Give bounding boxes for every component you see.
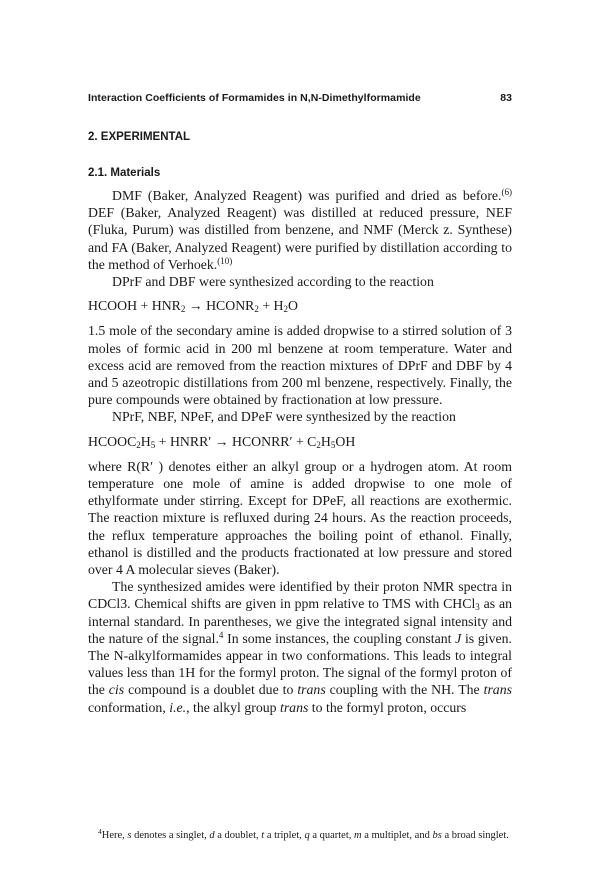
paragraph-nprf: NPrF, NBF, NPeF, and DPeF were synthesized by the reaction xyxy=(112,409,456,425)
paragraph-materials: DMF (Baker, Analyzed Reagent) was purified and dried as before.$^{(6)}$ DEF (Baker, Analyzed Reagent) was distilled at reduced pressure, NEF (Fluka, Purum) was distilled from benzene, and NMF (Merck z. Synthese) and FA (Baker, Analyzed Reagent) were purified by distillation according to the method of Verhoek.$^{(10)}$ xyxy=(88,187,512,272)
paragraph-nmr: The synthesized amides were identified by their proton NMR spectra in CDCl3. Chemical shifts are given in ppm relative to TMS with CHCl$_3$ as an internal standard. In parentheses, we give the integrated signal intensity and the nature of the signal.$^4$ In some instances, the coupling constant J is given. The N-alkylformamides appear in two conformations. This leads to integral values less than 1H for the formyl proton. The signal of the formyl proton of the cis compound is a doublet due to trans coupling with the NH. The trans conformation, i.e., the alkyl group trans to the formyl proton, occurs xyxy=(88,579,512,715)
body-text xyxy=(88,187,512,716)
paragraph-dprf-dbf: DPrF and DBF were synthesized according to the reaction xyxy=(112,274,434,290)
paragraph-procedure-1: 1.5 mole of the secondary amine is added dropwise to a stirred solution of 3 moles of formic acid in 200 ml benzene at room temperature. Water and excess acid are removed from the reaction mixtures of DPrF and DBF by 4 and 5 azeotropic distillations from 200 ml benzene, respectively. Finally, the pure compounds were obtained by fractionation at low pressure. xyxy=(88,323,512,408)
running-head-title: Interaction Coefficients of Formamides in N,N-Dimethylformamide xyxy=(88,92,421,104)
paragraph-procedure-2: where R(R′ ) denotes either an alkyl group or a hydrogen atom. At room temperature one mole of amine is added dropwise to one mole of ethylformate under stirring. Except for DPeF, all reactions are exothermic. The reaction mixture is refluxed during 24 hours. As the reaction proceeds, the reflux temperature approaches the boiling point of ethanol. Finally, ethanol is distilled and the products fractionated at low pressure and stored over 4 A molecular sieves (Baker). xyxy=(88,458,512,578)
subsection-heading: 2.1. Materials xyxy=(88,167,161,179)
running-head xyxy=(88,92,512,104)
equation-1: HCOOH + $HNR_2$ → $HCONR_2 + H_2O$ xyxy=(88,298,298,315)
page-number: 83 xyxy=(500,92,512,104)
footnote: $^4$Here, s denotes a singlet, d a doublet, t a triplet, q a quartet, m a multiplet, and bs a broad singlet. xyxy=(98,827,509,841)
equation-2: $HCOOC_2H_5$ + HNRR′ → HCONRR′ + $C_2H_5OH$ xyxy=(88,433,356,450)
section-heading: 2. EXPERIMENTAL xyxy=(88,131,191,143)
